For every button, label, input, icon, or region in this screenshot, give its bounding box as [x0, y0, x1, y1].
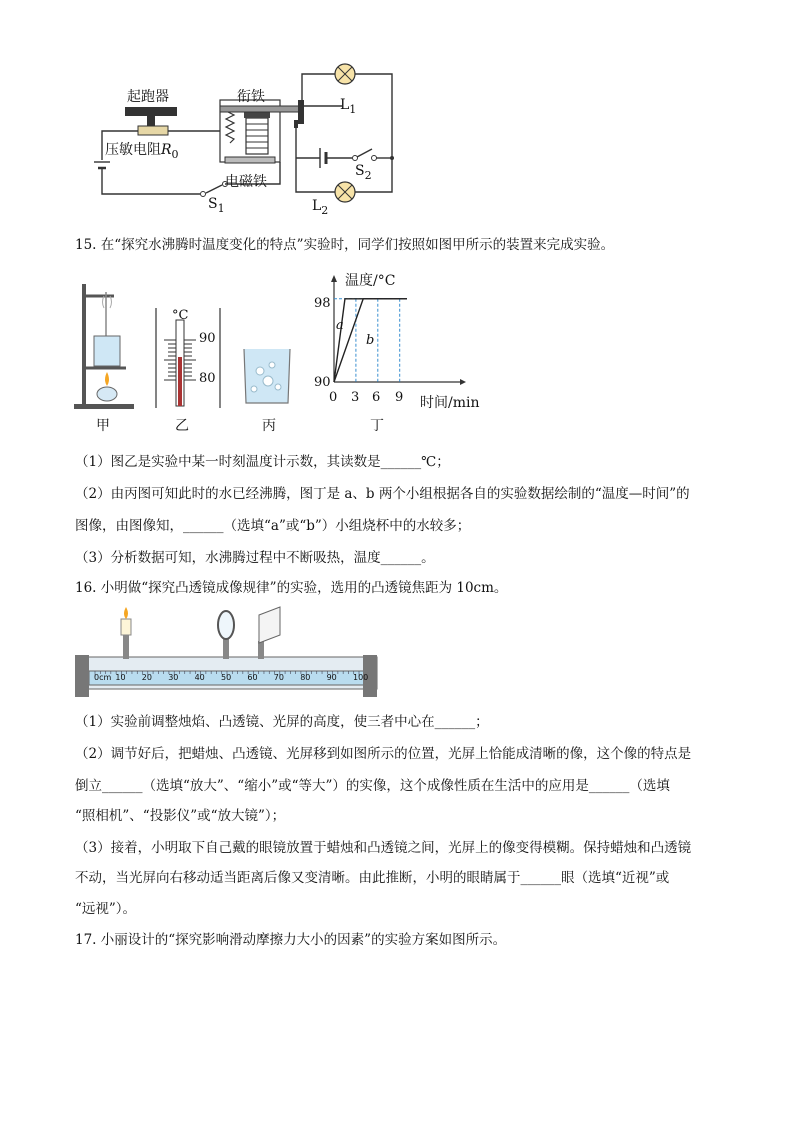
- stand-rod: [82, 284, 86, 406]
- graph-x6: 6: [372, 390, 381, 405]
- mercury-column: [178, 357, 182, 406]
- s2-label: $S_2$: [355, 163, 372, 182]
- q17-stem: 17. 小丽设计的“探究影响滑动摩擦力大小的因素”的实验方案如图所示。: [75, 932, 507, 948]
- bench-tick-label: 30: [168, 673, 179, 682]
- bench-tick-label: 50: [221, 673, 232, 682]
- q15-sub3: （3）分析数据可知，水沸腾过程中不断吸热，温度______。: [75, 550, 435, 566]
- graph-ylabel: 温度/°C: [345, 273, 396, 289]
- thermo-unit: °C: [172, 308, 189, 323]
- electromagnet-label: 电磁铁: [225, 174, 267, 190]
- bench-tick-label: 90: [326, 673, 337, 682]
- label-yi: 乙: [175, 418, 189, 434]
- q15-sub2a: （2）由丙图可知此时的水已经沸腾，图丁是 a、b 两个小组根据各自的实验数据绘制的“温度—时间”的: [75, 486, 690, 502]
- s1-label: $S_1$: [208, 196, 225, 215]
- q15-sub1: （1）图乙是实验中某一时刻温度计示数，其读数是______℃；: [75, 454, 450, 470]
- graph-x3: 3: [351, 390, 360, 405]
- q16-sub3a: （3）接着，小明取下自己戴的眼镜放置于蜡烛和凸透镜之间，光屏上的像变得模糊。保持蜡烛和凸透镜: [75, 840, 692, 856]
- armature-label: 衔铁: [237, 89, 265, 105]
- light-screen: [259, 607, 280, 643]
- candle: [121, 619, 131, 635]
- q16-sub3c: “远视”）。: [75, 901, 137, 917]
- figure-jia: [70, 282, 140, 412]
- label-jia: 甲: [96, 418, 110, 434]
- label-ding: 丁: [370, 418, 384, 434]
- l1-label: $L_1$: [340, 97, 357, 116]
- graph-xlabel: 时间/min: [420, 395, 480, 411]
- candle-flame: [124, 607, 128, 619]
- graph-series-b: b: [366, 333, 375, 348]
- q16-sub3b: 不动，当光屏向右移动适当距离后像又变清晰。由此推断，小明的眼睛属于______眼（选填“近视”或: [75, 870, 670, 886]
- thermo-90: 90: [199, 331, 216, 346]
- figure-yi: [150, 300, 230, 412]
- bench-tick-label: 60: [247, 673, 258, 682]
- switch-s1: [206, 185, 222, 193]
- bench-tick-label: 20: [141, 673, 152, 682]
- contact: [298, 100, 304, 124]
- starter-label: 起跑器: [127, 89, 169, 105]
- armature: [220, 106, 302, 112]
- bench-tick-label: 40: [194, 673, 205, 682]
- starter-post: [147, 116, 155, 126]
- figure-ding: [310, 270, 485, 410]
- bench-tick-label: 100: [353, 673, 369, 682]
- alcohol-lamp: [97, 387, 117, 401]
- bench-tick-label: 80: [300, 673, 311, 682]
- q15-sub2b: 图像，由图像知，______（选填“a”或“b”）小组烧杯中的水较多；: [75, 518, 471, 534]
- switch-s2: [357, 149, 372, 157]
- q15-stem: 15. 在“探究水沸腾时温度变化的特点”实验时，同学们按照如图甲所示的装置来完成实验。: [75, 237, 615, 253]
- q16-sub2a: （2）调节好后，把蜡烛、凸透镜、光屏移到如图所示的位置，光屏上恰能成清晰的像，这个像的特点是: [75, 746, 692, 762]
- graph-series-a: a: [336, 318, 344, 333]
- figure-bing: [240, 345, 295, 407]
- q16-stem: 16. 小明做“探究凸透镜成像规律”的实验，选用的凸透镜焦距为 10cm。: [75, 580, 508, 596]
- bench-tick-label: 10: [115, 673, 126, 682]
- resistor-label: 压敏电阻$R_0$: [105, 142, 179, 161]
- q16-sub1: （1）实验前调整烛焰、凸透镜、光屏的高度，使三者中心在______；: [75, 714, 489, 730]
- thermo-80: 80: [199, 371, 216, 386]
- q16-sub2b: 倒立______（选填“放大”、“缩小”或“等大”）的实像，这个成像性质在生活中的应用是______（选填: [75, 778, 670, 794]
- temperature-time-graph: [310, 270, 485, 410]
- l2-label: $L_2$: [312, 198, 329, 217]
- label-bing: 丙: [262, 418, 276, 434]
- beaker: [94, 336, 120, 366]
- convex-lens: [218, 611, 234, 639]
- graph-x9: 9: [395, 390, 404, 405]
- graph-x0: 0: [329, 390, 338, 405]
- pressure-resistor: [138, 126, 168, 135]
- optical-bench-figure: [75, 605, 385, 700]
- graph-y90: 90: [314, 375, 331, 390]
- bench-tick-label: 70: [273, 673, 284, 682]
- starter-plate: [125, 107, 177, 116]
- q16-sub2c: “照相机”、“投影仪”或“放大镜”）；: [75, 808, 286, 824]
- graph-y98: 98: [314, 296, 331, 311]
- bench-unit: 0cm: [94, 673, 112, 682]
